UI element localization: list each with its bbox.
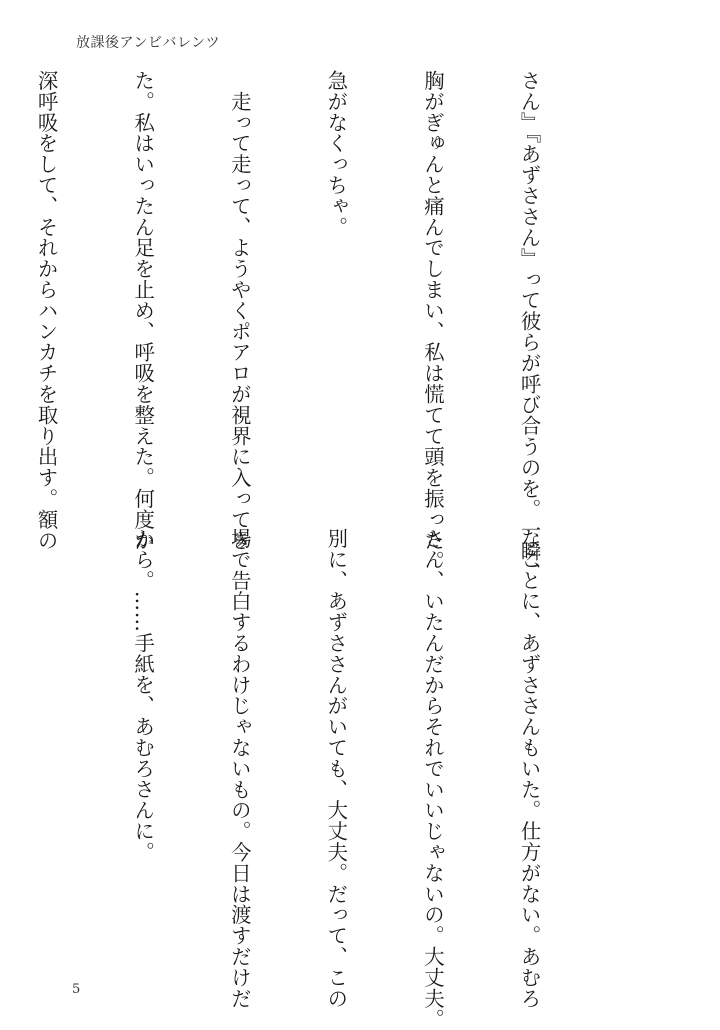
text-line: 走って走って、ようやくポアロが視界に入ってき bbox=[227, 70, 252, 551]
text-line: 深呼吸をして、それからハンカチを取り出す。額の bbox=[34, 70, 59, 551]
text-line: た。私はいったん足を止め、呼吸を整えた。何度か bbox=[131, 70, 156, 551]
text-line: 急がなくっちゃ。 bbox=[324, 70, 349, 238]
text-line: 胸がぎゅんと痛んでしまい、私は慌てて頭を振った。 bbox=[420, 70, 445, 572]
text-line: から。……手紙を、あむろさんに。 bbox=[131, 528, 156, 863]
text-line: 別に、あずささんがいても、大丈夫。だって、この bbox=[324, 528, 349, 1009]
text-line: 場で告白するわけじゃないもの。今日は渡すだけだ bbox=[227, 528, 252, 1009]
text-line: なことに、あずささんもいた。仕方がない。あむろ bbox=[517, 528, 542, 1009]
running-head-title: 放課後アンビバレンツ bbox=[76, 35, 221, 51]
text-line: さん、いたんだからそれでいいじゃないの。大丈夫。 bbox=[420, 528, 445, 1030]
page-number: 5 bbox=[72, 982, 81, 997]
text-block-bottom bbox=[58, 528, 610, 1030]
text-line: さん』『あずささん』って彼らが呼び合うのを。一瞬、 bbox=[517, 70, 542, 583]
text-block-top bbox=[34, 70, 610, 583]
